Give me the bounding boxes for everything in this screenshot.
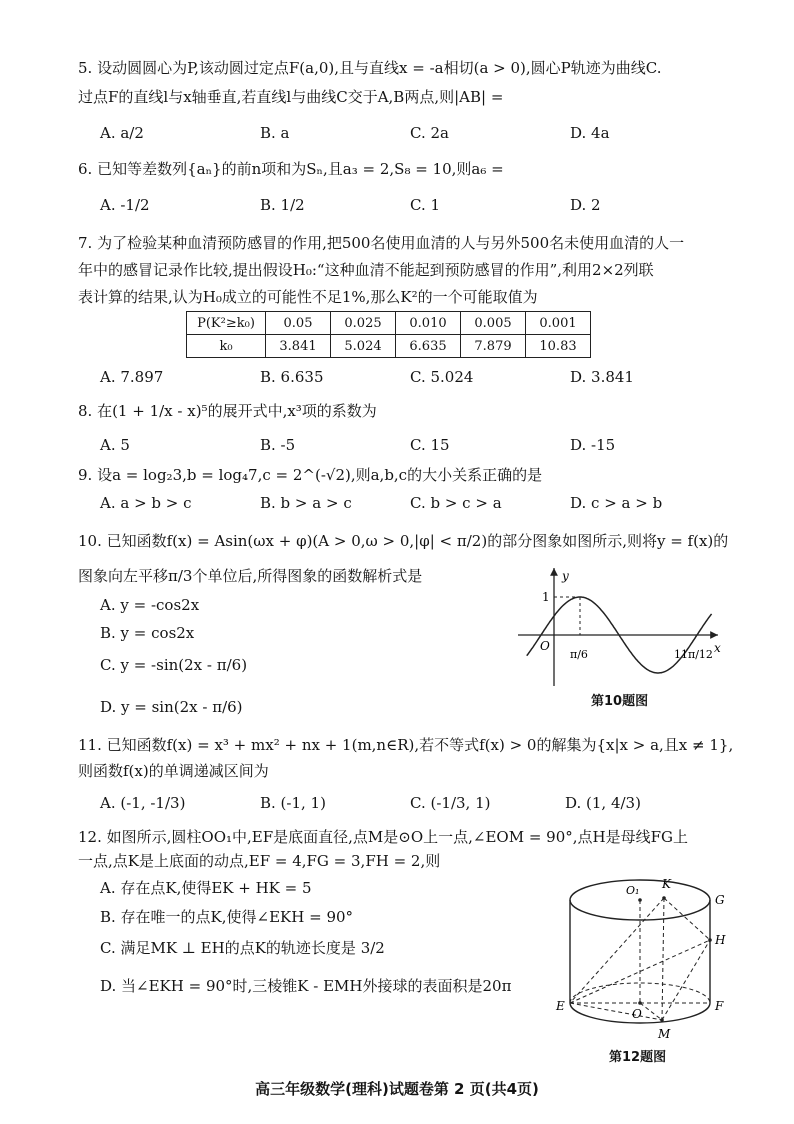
cylinder-figure	[552, 870, 732, 1045]
q7-stem-line2: 年中的感冒记录作比较,提出假设H₀:“这种血清不能起到预防感冒的作用”,利用2×2列联	[78, 261, 654, 279]
q11-option-b: B. (-1, 1)	[260, 794, 326, 812]
q12-option-d: D. 当∠EKH = 90°时,三棱锥K - EMH外接球的表面积是20π	[100, 977, 512, 995]
q6-option-d: D. 2	[570, 196, 601, 214]
q9-options	[100, 494, 750, 520]
q7-option-b: B. 6.635	[260, 368, 324, 386]
point-m	[660, 1018, 664, 1022]
q5-option-d: D. 4a	[570, 124, 610, 142]
critical-value-table	[186, 311, 591, 358]
q7-stem-line1: 7. 为了检验某种血清预防感冒的作用,把500名使用血清的人与另外500名未使用血清的人一	[78, 234, 685, 252]
origin-label: O	[540, 639, 550, 653]
table-cell: 0.025	[331, 312, 396, 335]
q8-option-a: A. 5	[100, 436, 130, 454]
q6-option-a: A. -1/2	[100, 196, 150, 214]
q7-option-d: D. 3.841	[570, 368, 634, 386]
q9-stem-line1: 9. 设a = log₂3,b = log₄7,c = 2^(-√2),则a,b,c的大小关系正确的是	[78, 466, 543, 484]
q12-option-c: C. 满足MK ⊥ EH的点K的轨迹长度是 3/2	[100, 939, 385, 957]
q6-option-c: C. 1	[410, 196, 441, 214]
q10-option-b: B. y = cos2x	[100, 624, 195, 642]
q10-stem-line2: 图象向左平移π/3个单位后,所得图象的函数解析式是	[78, 567, 423, 585]
max-value-label: 1	[542, 590, 550, 604]
q12-stem-line1: 12. 如图所示,圆柱OO₁中,EF是底面直径,点M是⊙O上一点,∠EOM = 90°,点H是母线FG上	[78, 828, 688, 846]
y-axis-label: y	[562, 569, 569, 583]
q8-option-d: D. -15	[570, 436, 616, 454]
q9-option-d: D. c > a > b	[570, 494, 663, 512]
q5-stem-line1: 5. 设动圆圆心为P,该动圆过定点F(a,0),且与直线x = -a相切(a > 0),圆心P轨迹为曲线C.	[78, 59, 662, 77]
table-cell: k₀	[187, 335, 266, 358]
q10-option-c: C. y = -sin(2x - π/6)	[100, 656, 248, 674]
label-m: M	[658, 1027, 671, 1041]
q11-stem-line1: 11. 已知函数f(x) = x³ + mx² + nx + 1(m,n∈R),若不等式f(x) > 0的解集为{x|x > a,且x ≠ 1},	[78, 736, 734, 754]
table-cell: 0.05	[266, 312, 331, 335]
point-o	[638, 1001, 642, 1005]
q7-options	[100, 368, 750, 394]
q5-stem-line2: 过点F的直线l与x轴垂直,若直线l与曲线C交于A,B两点,则|AB| =	[78, 88, 504, 106]
q5-option-b: B. a	[260, 124, 290, 142]
label-e: E	[556, 999, 565, 1013]
q7-stem-line3: 表计算的结果,认为H₀成立的可能性不足1%,那么K²的一个可能取值为	[78, 288, 538, 306]
segment-km	[662, 898, 664, 1020]
table-cell: 0.005	[461, 312, 526, 335]
q7-option-a: A. 7.897	[100, 368, 164, 386]
table-row	[187, 312, 591, 335]
q11-option-d: D. (1, 4/3)	[565, 794, 641, 812]
point-o1	[638, 898, 642, 902]
q11-option-a: A. (-1, -1/3)	[100, 794, 186, 812]
q10-option-d: D. y = sin(2x - π/6)	[100, 698, 243, 716]
table-cell: 0.010	[396, 312, 461, 335]
label-g: G	[715, 893, 725, 907]
q5-option-c: C. 2a	[410, 124, 449, 142]
label-o1: O₁	[626, 884, 640, 897]
q12-option-a: A. 存在点K,使得EK + HK = 5	[100, 879, 312, 897]
q9-option-a: A. a > b > c	[100, 494, 192, 512]
page-footer: 高三年级数学(理科)试题卷第 2 页(共4页)	[255, 1080, 539, 1098]
q8-option-c: C. 15	[410, 436, 450, 454]
table-cell: 7.879	[461, 335, 526, 358]
table-cell: 0.001	[526, 312, 591, 335]
x-axis-label: x	[714, 641, 721, 655]
figure-12-caption: 第12题图	[609, 1050, 667, 1065]
table-row	[187, 335, 591, 358]
q10-option-a: A. y = -cos2x	[100, 596, 200, 614]
q11-option-c: C. (-1/3, 1)	[410, 794, 491, 812]
label-f: F	[715, 999, 724, 1013]
segment-kh	[664, 898, 710, 940]
table-cell: 10.83	[526, 335, 591, 358]
q6-stem-line1: 6. 已知等差数列{aₙ}的前n项和为Sₙ,且a₃ = 2,S₈ = 10,则a₆ =	[78, 160, 504, 178]
q9-option-b: B. b > a > c	[260, 494, 352, 512]
q6-option-b: B. 1/2	[260, 196, 305, 214]
q8-option-b: B. -5	[260, 436, 296, 454]
label-o: O	[632, 1007, 642, 1021]
segment-mh	[662, 940, 710, 1020]
point-k	[662, 896, 666, 900]
q5-option-a: A. a/2	[100, 124, 144, 142]
table-cell: 3.841	[266, 335, 331, 358]
q11-options	[100, 794, 750, 820]
sine-graph-figure	[512, 560, 732, 690]
q8-options	[100, 436, 750, 462]
q5-options	[100, 124, 750, 150]
q8-stem-line1: 8. 在(1 + 1/x - x)⁵的展开式中,x³项的系数为	[78, 402, 377, 420]
q6-options	[100, 196, 750, 222]
segment-ke	[570, 898, 664, 1003]
table-cell: P(K²≥k₀)	[187, 312, 266, 335]
q12-stem-line2: 一点,点K是上底面的动点,EF = 4,FG = 3,FH = 2,则	[78, 852, 441, 870]
point-h	[708, 938, 712, 942]
q11-stem-line2: 则函数f(x)的单调递减区间为	[78, 762, 269, 780]
table-cell: 6.635	[396, 335, 461, 358]
label-k: K	[662, 877, 671, 891]
q7-option-c: C. 5.024	[410, 368, 474, 386]
segment-em	[570, 1003, 662, 1020]
table-cell: 5.024	[331, 335, 396, 358]
tick-pi-over-6: π/6	[570, 648, 588, 661]
q9-option-c: C. b > c > a	[410, 494, 502, 512]
label-h: H	[715, 933, 726, 947]
q10-stem-line1: 10. 已知函数f(x) = Asin(ωx + φ)(A > 0,ω > 0,|φ| < π/2)的部分图象如图所示,则将y = f(x)的	[78, 532, 729, 550]
segment-om	[640, 1003, 662, 1020]
q12-option-b: B. 存在唯一的点K,使得∠EKH = 90°	[100, 908, 354, 926]
figure-10-caption: 第10题图	[591, 694, 649, 709]
tick-11pi-over-12: 11π/12	[674, 648, 713, 661]
